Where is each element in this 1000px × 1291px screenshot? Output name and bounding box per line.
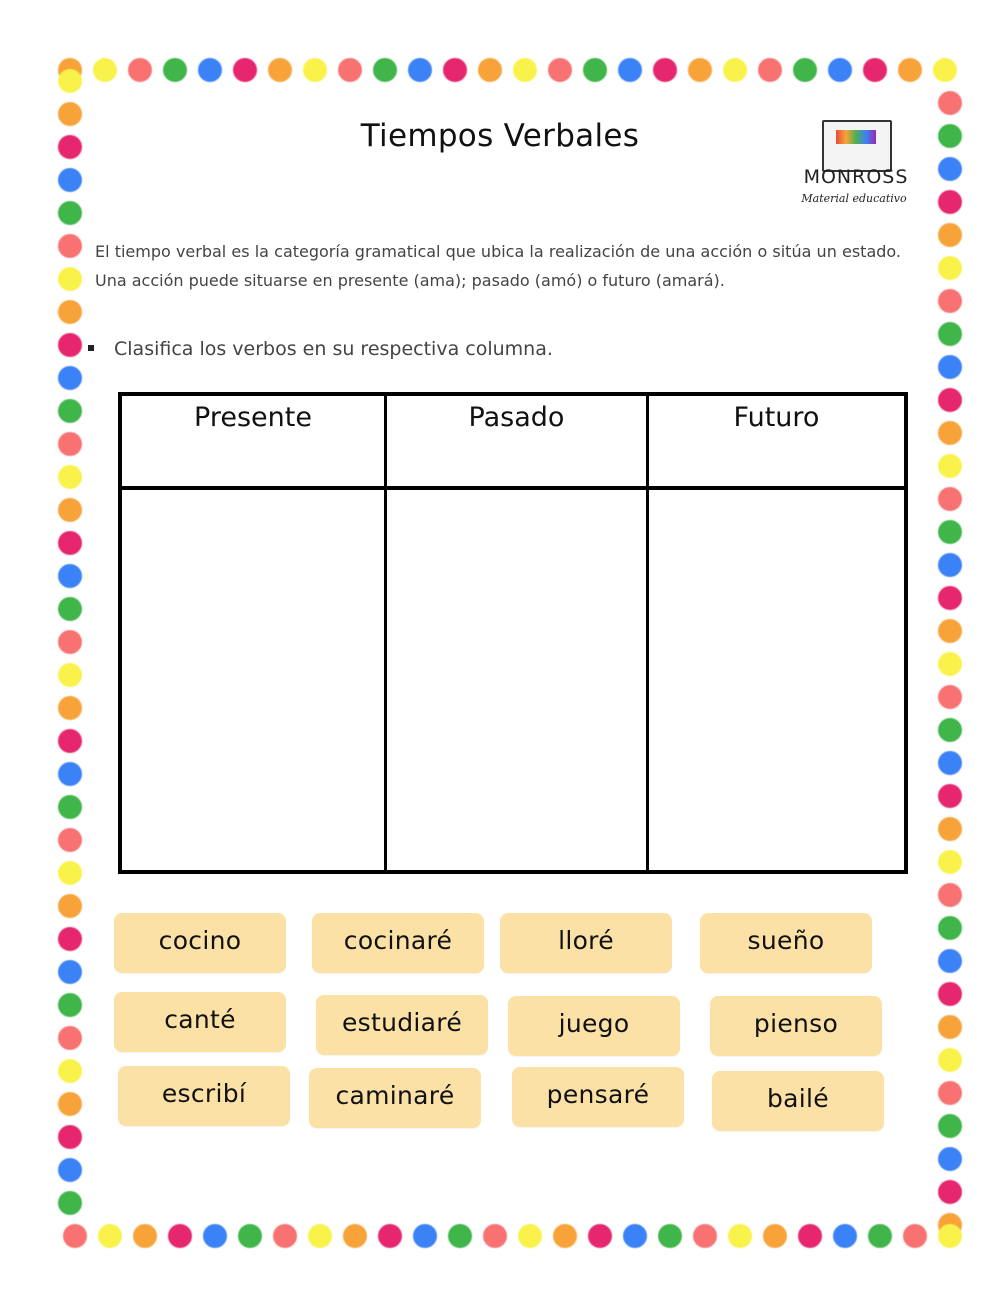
monross-logo <box>792 100 916 210</box>
border-dot <box>58 960 82 984</box>
border-dot <box>303 58 327 82</box>
border-dot <box>938 487 962 511</box>
border-dot <box>758 58 782 82</box>
border-dot <box>133 1224 157 1248</box>
border-dot <box>658 1224 682 1248</box>
border-dot <box>343 1224 367 1248</box>
border-dot <box>378 1224 402 1248</box>
border-dot <box>478 58 502 82</box>
border-dot <box>623 1224 647 1248</box>
border-dot <box>58 1059 82 1083</box>
border-dot <box>938 91 962 115</box>
border-dot <box>443 58 467 82</box>
verb-chip-baile[interactable]: bailé <box>712 1071 884 1131</box>
border-dot <box>63 1224 87 1248</box>
verb-chip-cocinare[interactable]: cocinaré <box>312 913 484 973</box>
border-dot <box>58 69 82 93</box>
border-dot <box>413 1224 437 1248</box>
border-dot <box>238 1224 262 1248</box>
border-dot <box>58 1092 82 1116</box>
drop-zone-pasado[interactable] <box>384 490 646 870</box>
border-dot <box>58 432 82 456</box>
border-dot <box>233 58 257 82</box>
drop-zone-presente[interactable] <box>122 490 384 870</box>
border-dot <box>938 388 962 412</box>
verb-chip-pensare[interactable]: pensaré <box>512 1067 684 1127</box>
border-dot <box>128 58 152 82</box>
border-dot <box>58 531 82 555</box>
border-dot <box>898 58 922 82</box>
border-dot <box>938 520 962 544</box>
logo-subtitle: Material educativo <box>801 192 907 205</box>
border-dot <box>58 1026 82 1050</box>
border-dot <box>938 223 962 247</box>
border-dot <box>938 817 962 841</box>
border-dot <box>938 784 962 808</box>
border-dot <box>548 58 572 82</box>
border-dot <box>58 201 82 225</box>
verb-chip-cocino[interactable]: cocino <box>114 913 286 973</box>
border-dot <box>98 1224 122 1248</box>
classification-table <box>118 392 908 874</box>
logo-name: MONROSS <box>803 166 909 188</box>
border-dot <box>58 597 82 621</box>
instruction <box>88 338 553 360</box>
border-dot <box>938 1081 962 1105</box>
border-dot <box>583 58 607 82</box>
instruction-text: Clasifica los verbos en su respectiva columna. <box>114 338 553 360</box>
border-dot <box>58 894 82 918</box>
border-dot <box>938 322 962 346</box>
border-dot <box>58 564 82 588</box>
border-dot <box>938 685 962 709</box>
verb-chip-escribi[interactable]: escribí <box>118 1066 290 1126</box>
border-dot <box>58 762 82 786</box>
border-dot <box>58 1125 82 1149</box>
border-dot <box>58 1158 82 1182</box>
border-dot <box>938 256 962 280</box>
border-dot <box>938 1147 962 1171</box>
verb-chip-pienso[interactable]: pienso <box>710 996 882 1056</box>
border-dot <box>58 498 82 522</box>
border-dot <box>58 927 82 951</box>
border-dot <box>268 58 292 82</box>
border-dot <box>58 795 82 819</box>
border-dot <box>938 421 962 445</box>
border-dot <box>273 1224 297 1248</box>
border-dot <box>58 729 82 753</box>
border-dot <box>863 58 887 82</box>
border-dot <box>688 58 712 82</box>
border-dot <box>763 1224 787 1248</box>
border-dot <box>933 58 957 82</box>
border-dot <box>938 454 962 478</box>
verb-chip-juego[interactable]: juego <box>508 996 680 1056</box>
border-dot <box>938 949 962 973</box>
verb-chip-llore[interactable]: lloré <box>500 913 672 973</box>
column-header-futuro: Futuro <box>646 396 904 490</box>
border-dot <box>938 652 962 676</box>
border-dot <box>198 58 222 82</box>
border-dot <box>938 586 962 610</box>
border-dot <box>938 850 962 874</box>
border-dot <box>168 1224 192 1248</box>
intro-paragraph: El tiempo verbal es la categoría gramatical que ubica la realización de una acción o sitúa un estado. Una acción puede situarse en presente (ama); pasado (amó) o futuro (amará). <box>95 242 901 290</box>
border-dot <box>58 993 82 1017</box>
border-dot <box>58 234 82 258</box>
border-dot <box>518 1224 542 1248</box>
bullet-icon <box>88 345 94 351</box>
border-dot <box>163 58 187 82</box>
border-dot <box>938 883 962 907</box>
border-dot <box>938 619 962 643</box>
border-dot <box>58 333 82 357</box>
border-dot <box>938 718 962 742</box>
border-dot <box>58 696 82 720</box>
border-dot <box>58 828 82 852</box>
border-dot <box>938 982 962 1006</box>
border-dot <box>938 157 962 181</box>
border-dot <box>58 300 82 324</box>
border-dot <box>93 58 117 82</box>
border-dot <box>373 58 397 82</box>
border-dot <box>448 1224 472 1248</box>
border-dot <box>58 1191 82 1215</box>
border-dot <box>938 190 962 214</box>
column-header-presente: Presente <box>122 396 384 490</box>
verb-chip-estudiare[interactable]: estudiaré <box>316 995 488 1055</box>
border-dot <box>653 58 677 82</box>
border-dot <box>938 751 962 775</box>
border-dot <box>938 1180 962 1204</box>
border-dot <box>723 58 747 82</box>
border-dot <box>938 1224 962 1248</box>
border-dot <box>58 168 82 192</box>
border-dot <box>513 58 537 82</box>
border-dot <box>793 58 817 82</box>
border-dot <box>618 58 642 82</box>
border-dot <box>938 1015 962 1039</box>
border-dot <box>58 465 82 489</box>
border-dot <box>553 1224 577 1248</box>
border-dot <box>938 916 962 940</box>
border-dot <box>938 289 962 313</box>
border-dot <box>203 1224 227 1248</box>
border-dot <box>58 267 82 291</box>
border-dot <box>728 1224 752 1248</box>
border-dot <box>588 1224 612 1248</box>
border-dot <box>833 1224 857 1248</box>
border-dot <box>58 861 82 885</box>
border-dot <box>58 399 82 423</box>
border-dot <box>58 366 82 390</box>
border-dot <box>58 663 82 687</box>
border-dot <box>483 1224 507 1248</box>
border-dot <box>938 1114 962 1138</box>
border-dot <box>903 1224 927 1248</box>
border-dot <box>938 553 962 577</box>
border-dot <box>308 1224 332 1248</box>
border-dot <box>868 1224 892 1248</box>
border-dot <box>938 355 962 379</box>
drop-zone-futuro[interactable] <box>646 490 904 870</box>
border-dot <box>798 1224 822 1248</box>
border-dot <box>938 1048 962 1072</box>
border-dot <box>338 58 362 82</box>
crayon-box-icon <box>822 120 892 172</box>
page-title: Tiempos Verbales <box>360 118 640 154</box>
border-dot <box>693 1224 717 1248</box>
column-header-pasado: Pasado <box>384 396 646 490</box>
border-dot <box>408 58 432 82</box>
verb-chip-sueno[interactable]: sueño <box>700 913 872 973</box>
verb-chip-cante[interactable]: canté <box>114 992 286 1052</box>
border-dot <box>58 630 82 654</box>
verb-chip-caminare[interactable]: caminaré <box>309 1068 481 1128</box>
border-dot <box>828 58 852 82</box>
